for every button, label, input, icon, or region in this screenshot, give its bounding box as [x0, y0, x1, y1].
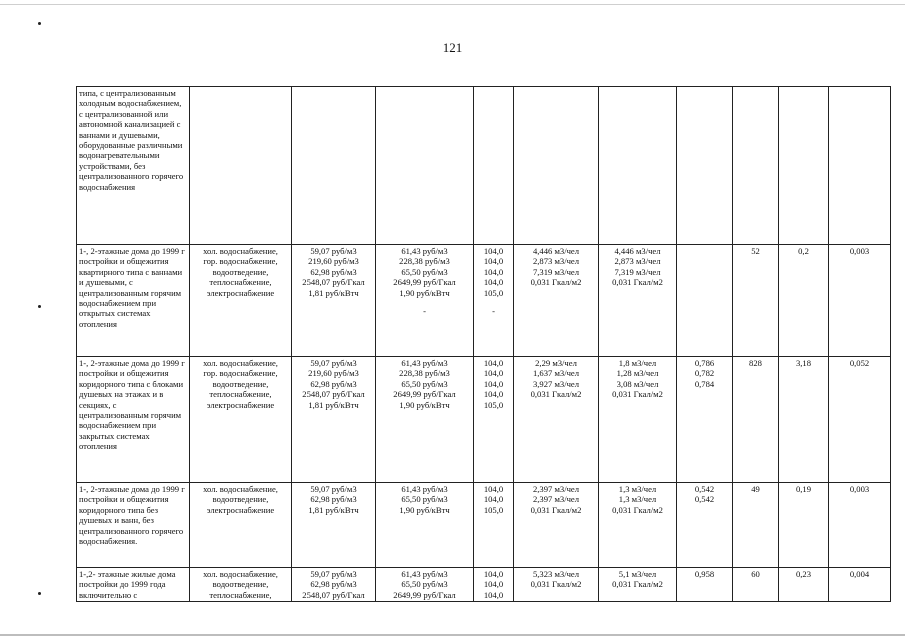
norm-current-cell-line: 0,031 Гкал/м2 — [530, 277, 582, 288]
tariff-new-cell-line: 228,38 руб/м3 — [399, 368, 450, 379]
housing-category-cell: 1-, 2-этажные дома до 1999 г постройки и общежития коридорного типа с блоками душевых на этажах и в секциях, с централизованным горячим водоснабжением при закрытых системах отопления — [77, 357, 190, 483]
tariff-new-cell-line: 61,43 руб/м3 — [401, 569, 448, 579]
services-cell-line: гор. водоснабжение, — [203, 256, 278, 267]
dash-mark: - — [492, 306, 495, 317]
services-cell-line: хол. водоснабжение, — [203, 569, 278, 579]
tariff-new-cell-line: 1,90 руб/кВтч — [399, 287, 450, 298]
norm-current-cell — [514, 483, 599, 568]
share-cell: 0,004 — [829, 568, 891, 602]
value-cell: 0,2 — [779, 245, 829, 357]
norm-new-cell-line: 3,08 м3/чел — [616, 378, 659, 389]
norm-current-cell-line: 5,323 м3/чел — [532, 569, 580, 579]
tariff-current-cell-line: 62,98 руб/м3 — [310, 266, 357, 277]
tariff-new-cell — [376, 245, 474, 357]
tariff-new-cell-line: 65,50 руб/м3 — [401, 494, 448, 505]
norm-new-cell — [599, 568, 677, 602]
table-row — [77, 483, 891, 568]
coefficient-cell — [677, 87, 733, 245]
tariff-current-cell — [292, 87, 376, 245]
norm-current-cell — [514, 357, 599, 483]
norm-current-cell-line: 3,927 м3/чел — [532, 378, 580, 389]
index-cell-line: 105,0 — [483, 399, 504, 410]
index-cell-line: 104,0 — [483, 246, 504, 256]
share-cell — [829, 87, 891, 245]
coefficient-cell-line: 0,784 — [694, 378, 715, 389]
coefficient-cell — [677, 483, 733, 568]
tariff-current-cell-line: 219,60 руб/м3 — [308, 256, 359, 267]
housing-category-cell: 1-,2- этажные жилые дома постройки до 1999 года включительно с — [77, 568, 190, 602]
index-cell-line: 104,0 — [483, 266, 504, 277]
index-cell-line: 104,0 — [483, 368, 504, 379]
tariff-new-cell-line: 2649,99 руб/Гкал — [393, 589, 456, 600]
coefficient-cell — [677, 357, 733, 483]
tariff-new-cell-line: 1,90 руб/кВтч — [399, 399, 450, 410]
index-cell-line: 104,0 — [483, 256, 504, 267]
scan-speck — [38, 22, 41, 25]
tariff-new-cell-line: 61,43 руб/м3 — [401, 358, 448, 368]
tariff-current-cell-line: 59,07 руб/м3 — [310, 358, 357, 368]
tariff-current-cell — [292, 483, 376, 568]
coefficient-cell-line: 0,958 — [694, 569, 715, 579]
services-cell — [190, 245, 292, 357]
value-cell: 0,19 — [779, 483, 829, 568]
tariff-new-cell-line: 228,38 руб/м3 — [399, 256, 450, 267]
norm-current-cell-line: 0,031 Гкал/м2 — [530, 579, 582, 590]
tariff-current-cell-line: 62,98 руб/м3 — [310, 579, 357, 590]
value-cell — [779, 87, 829, 245]
norm-current-cell-line: 2,29 м3/чел — [535, 358, 577, 368]
services-cell-line: хол. водоснабжение, — [203, 358, 278, 368]
norm-new-cell-line: 1,28 м3/чел — [616, 368, 659, 379]
services-cell-line: хол. водоснабжение, — [203, 484, 278, 494]
scan-speck — [38, 592, 41, 595]
count-cell: 52 — [733, 245, 779, 357]
index-cell — [474, 357, 514, 483]
index-cell-line: 105,0 — [483, 287, 504, 298]
norm-new-cell-line: 0,031 Гкал/м2 — [612, 579, 663, 590]
tariff-new-cell-line: 1,90 руб/кВтч — [399, 504, 450, 515]
index-cell-line: 104,0 — [483, 494, 504, 505]
count-cell — [733, 87, 779, 245]
share-cell: 0,003 — [829, 483, 891, 568]
scan-speck — [38, 305, 41, 308]
norm-new-cell-line: 4,446 м3/чел — [614, 246, 661, 256]
index-cell-line: 104,0 — [483, 277, 504, 288]
norm-new-cell — [599, 245, 677, 357]
norm-current-cell — [514, 245, 599, 357]
index-cell — [474, 483, 514, 568]
tariff-table — [76, 86, 891, 602]
norm-current-cell — [514, 568, 599, 602]
norm-current-cell-line: 7,319 м3/чел — [532, 266, 580, 277]
services-cell — [190, 87, 292, 245]
services-cell-line: электроснабжение — [206, 287, 275, 298]
coefficient-cell-line: 0,786 — [694, 358, 715, 368]
services-cell-line: теплоснабжение, — [209, 277, 272, 288]
norm-current-cell-line: 0,031 Гкал/м2 — [530, 389, 582, 400]
norm-new-cell — [599, 357, 677, 483]
coefficient-cell — [677, 245, 733, 357]
count-cell: 49 — [733, 483, 779, 568]
tariff-current-cell — [292, 568, 376, 602]
services-cell-line: теплоснабжение, — [209, 389, 272, 400]
housing-category-cell: 1-, 2-этажные дома до 1999 г постройки и общежития квартирного типа с ваннами и душевыми, с централизованным горячим водоснабжением при открытых системах отопления — [77, 245, 190, 357]
services-cell-line: хол. водоснабжение, — [203, 246, 278, 256]
index-cell-line: 104,0 — [483, 484, 504, 494]
norm-current-cell-line: 0,031 Гкал/м2 — [530, 504, 582, 515]
norm-new-cell-line: 2,873 м3/чел — [614, 256, 661, 267]
tariff-current-cell — [292, 245, 376, 357]
index-cell-line: 104,0 — [483, 569, 504, 579]
norm-new-cell-line: 1,8 м3/чел — [618, 358, 657, 368]
norm-current-cell-line: 2,397 м3/чел — [532, 494, 580, 505]
norm-current-cell — [514, 87, 599, 245]
services-cell-line: электроснабжение — [206, 504, 275, 515]
page-number: 121 — [442, 40, 463, 55]
norm-current-cell-line: 2,873 м3/чел — [532, 256, 580, 267]
tariff-new-cell-line: 65,50 руб/м3 — [401, 579, 448, 590]
tariff-new-cell — [376, 357, 474, 483]
table-row — [77, 245, 891, 357]
value-cell: 3,18 — [779, 357, 829, 483]
index-cell-line: 104,0 — [483, 389, 504, 400]
share-cell: 0,003 — [829, 245, 891, 357]
count-cell: 828 — [733, 357, 779, 483]
tariff-current-cell-line: 2548,07 руб/Гкал — [302, 277, 365, 288]
norm-current-cell-line: 1,637 м3/чел — [532, 368, 580, 379]
count-cell: 60 — [733, 568, 779, 602]
services-cell — [190, 568, 292, 602]
tariff-current-cell-line: 2548,07 руб/Гкал — [302, 389, 365, 400]
tariff-new-cell-line: 65,50 руб/м3 — [401, 266, 448, 277]
index-cell-line: 104,0 — [483, 579, 504, 590]
services-cell-line: водоотведение, — [212, 378, 269, 389]
norm-new-cell-line: 0,031 Гкал/м2 — [612, 389, 663, 400]
tariff-current-cell-line: 2548,07 руб/Гкал — [302, 589, 365, 600]
housing-category-cell: 1-, 2-этажные дома до 1999 г постройки и общежития коридорного типа без душевых и ванн, без централизованного горячего водоснабжения. — [77, 483, 190, 568]
tariff-current-cell — [292, 357, 376, 483]
tariff-new-cell-line: 65,50 руб/м3 — [401, 378, 448, 389]
tariff-current-cell-line: 59,07 руб/м3 — [310, 246, 357, 256]
index-cell — [474, 568, 514, 602]
index-cell-line: 104,0 — [483, 358, 504, 368]
coefficient-cell-line: 0,542 — [694, 494, 715, 505]
tariff-current-cell-line: 62,98 руб/м3 — [310, 378, 357, 389]
tariff-current-cell-line: 219,60 руб/м3 — [308, 368, 359, 379]
services-cell-line: теплоснабжение, — [209, 589, 272, 600]
coefficient-cell — [677, 568, 733, 602]
norm-new-cell — [599, 483, 677, 568]
tariff-new-cell-line: 61,43 руб/м3 — [401, 484, 448, 494]
index-cell — [474, 245, 514, 357]
norm-new-cell-line: 5,1 м3/чел — [618, 569, 657, 579]
norm-new-cell-line: 0,031 Гкал/м2 — [612, 504, 663, 515]
norm-new-cell-line: 1,3 м3/чел — [618, 494, 657, 505]
tariff-current-cell-line: 62,98 руб/м3 — [310, 494, 357, 505]
index-cell-line: 104,0 — [483, 589, 504, 600]
norm-current-cell-line: 4,446 м3/чел — [532, 246, 580, 256]
norm-new-cell-line: 0,031 Гкал/м2 — [612, 277, 663, 288]
tariff-current-cell-line: 59,07 руб/м3 — [310, 484, 357, 494]
tariff-new-cell-line: 61,43 руб/м3 — [401, 246, 448, 256]
index-cell-line: 105,0 — [483, 504, 504, 515]
tariff-current-cell-line: 1,81 руб/кВтч — [308, 504, 359, 515]
index-cell — [474, 87, 514, 245]
tariff-current-cell-line: 1,81 руб/кВтч — [308, 287, 359, 298]
services-cell-line: водоотведение, — [212, 494, 269, 505]
norm-new-cell-line: 7,319 м3/чел — [614, 266, 661, 277]
dash-mark: - — [423, 306, 426, 317]
norm-new-cell — [599, 87, 677, 245]
table-row — [77, 87, 891, 245]
index-cell-line: 104,0 — [483, 378, 504, 389]
scan-top-edge — [0, 4, 905, 5]
tariff-new-cell — [376, 483, 474, 568]
tariff-current-cell-line: 59,07 руб/м3 — [310, 569, 357, 579]
norm-new-cell-line: 1,3 м3/чел — [618, 484, 657, 494]
tariff-new-cell — [376, 87, 474, 245]
services-cell-line: гор. водоснабжение, — [203, 368, 278, 379]
coefficient-cell-line: 0,782 — [694, 368, 715, 379]
services-cell-line: водоотведение, — [212, 266, 269, 277]
tariff-new-cell-line: 2649,99 руб/Гкал — [393, 389, 456, 400]
housing-category-cell: типа, с централизованным холодным водоснабжением, с централизованной или автономной канализацией с ваннами и душевыми, оборудованные различными водонагревательными устройствами, без централизованного горячего водоснабжения — [77, 87, 190, 245]
norm-current-cell-line: 2,397 м3/чел — [532, 484, 580, 494]
services-cell — [190, 483, 292, 568]
value-cell: 0,23 — [779, 568, 829, 602]
scan-bottom-edge — [0, 634, 905, 636]
tariff-new-cell — [376, 568, 474, 602]
tariff-new-cell-line: 2649,99 руб/Гкал — [393, 277, 456, 288]
services-cell-line: электроснабжение — [206, 399, 275, 410]
services-cell-line: водоотведение, — [212, 579, 269, 590]
table-row — [77, 357, 891, 483]
tariff-current-cell-line: 1,81 руб/кВтч — [308, 399, 359, 410]
coefficient-cell-line: 0,542 — [694, 484, 715, 494]
share-cell: 0,052 — [829, 357, 891, 483]
table-row — [77, 568, 891, 602]
services-cell — [190, 357, 292, 483]
